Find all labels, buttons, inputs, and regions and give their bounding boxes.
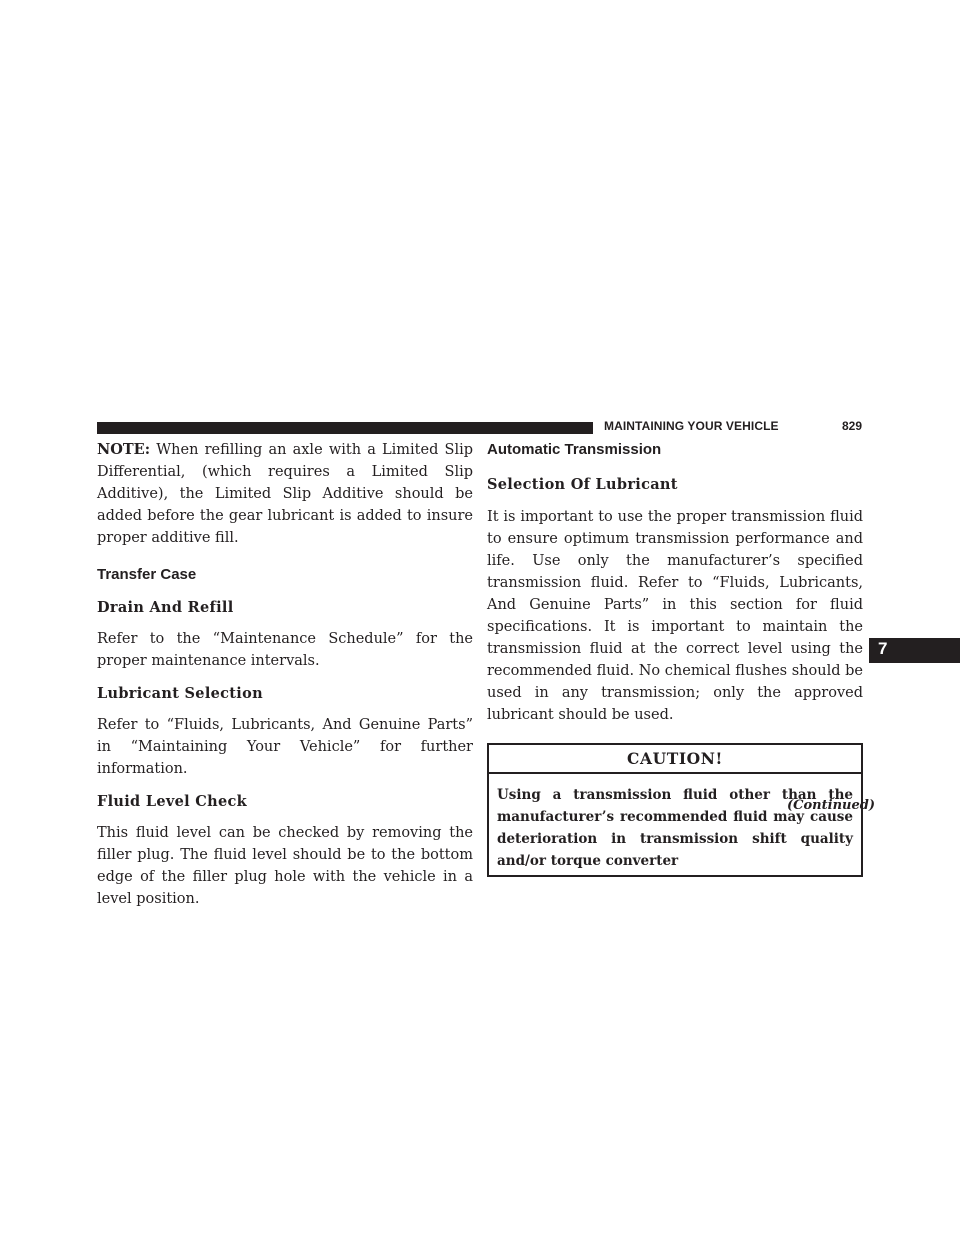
transfer-case-heading: Transfer Case: [97, 566, 197, 583]
continued-label: (Continued): [787, 798, 875, 813]
section-tab: [869, 638, 960, 663]
note-label: NOTE:: [97, 441, 151, 458]
page-number: 829: [842, 419, 863, 433]
caution-text: Using a transmission fluid other than the manufacturer’s recommended fluid may cause deterioration in transmission shift quality and/or torque converter: [497, 787, 853, 869]
section-header-title: MAINTAINING YOUR VEHICLE: [604, 419, 779, 433]
left-column: [97, 439, 473, 910]
selection-of-lubricant-heading: Selection Of Lubricant: [487, 476, 678, 493]
drain-refill-text: Refer to the “Maintenance Schedule” for the proper maintenance intervals.: [97, 631, 473, 669]
note-paragraph: [97, 439, 473, 549]
automatic-transmission-heading: Automatic Transmission: [487, 441, 662, 458]
drain-refill-heading: Drain And Refill: [97, 599, 234, 616]
fluid-level-heading: Fluid Level Check: [97, 793, 247, 810]
section-tab-number: 7: [878, 639, 888, 658]
selection-of-lubricant-text: It is important to use the proper transmission fluid to ensure optimum transmission performance and life. Use only the manufacturer’s specified transmission fluid. Refer to “Fluids, Lubricants, And Genuine Parts” in this section for fluid specifications. It is important to maintain the transmission fluid at the correct level using the recommended fluid. No chemical flushes should be used in any transmission; only the approved lubricant should be used.: [487, 509, 863, 723]
lubricant-selection-text: Refer to “Fluids, Lubricants, And Genuine Parts” in “Maintaining Your Vehicle” for further information.: [97, 717, 473, 777]
note-text: When refilling an axle with a Limited Slip Differential, (which requires a Limited Slip Additive), the Limited Slip Additive should be added before the gear lubricant is added to insure proper additive fill.: [97, 442, 473, 546]
fluid-level-text: This fluid level can be checked by removing the filler plug. The fluid level should be to the bottom edge of the filler plug hole with the vehicle in a level position.: [97, 825, 473, 907]
header-rule: [97, 422, 593, 434]
caution-title: CAUTION!: [489, 745, 861, 774]
lubricant-selection-heading: Lubricant Selection: [97, 685, 263, 702]
